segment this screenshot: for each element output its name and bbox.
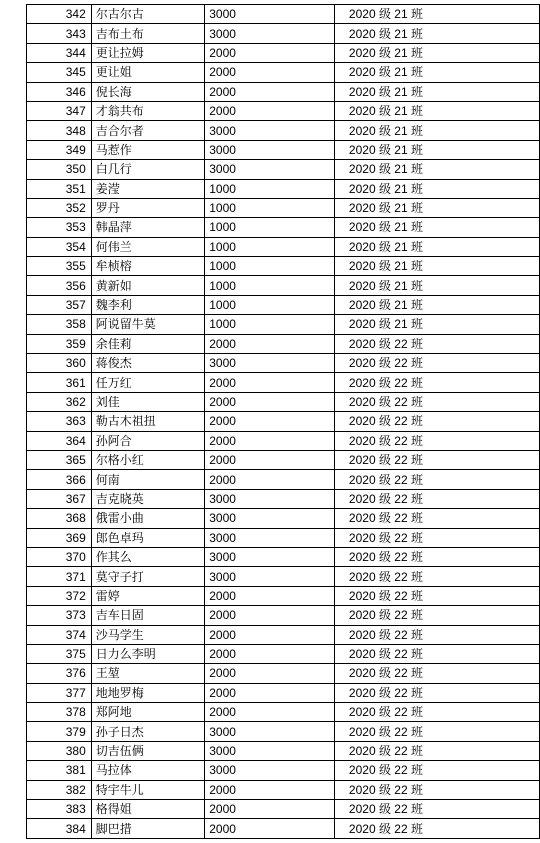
table-row <box>27 567 540 586</box>
row-number-cell: 366 <box>27 470 92 489</box>
amount-cell: 3000 <box>205 528 335 547</box>
class-cell: 2020 级 22 班 <box>334 450 539 469</box>
row-number-cell: 342 <box>27 5 92 24</box>
amount-cell: 1000 <box>205 198 335 217</box>
amount-cell: 3000 <box>205 5 335 24</box>
amount-cell: 1000 <box>205 276 335 295</box>
amount-cell: 2000 <box>205 800 335 819</box>
amount-cell: 2000 <box>205 43 335 62</box>
row-number-cell: 381 <box>27 761 92 780</box>
class-cell: 2020 级 21 班 <box>334 315 539 334</box>
row-number-cell: 364 <box>27 431 92 450</box>
student-table-body <box>27 5 540 839</box>
row-number-cell: 354 <box>27 237 92 256</box>
student-name-cell: 姜滢 <box>91 179 204 198</box>
amount-cell: 2000 <box>205 703 335 722</box>
student-name-cell: 日力么李明 <box>91 644 204 663</box>
amount-cell: 2000 <box>205 683 335 702</box>
student-name-cell: 韩晶萍 <box>91 218 204 237</box>
class-cell: 2020 级 22 班 <box>334 431 539 450</box>
row-number-cell: 360 <box>27 354 92 373</box>
class-cell: 2020 级 21 班 <box>334 160 539 179</box>
class-cell: 2020 级 22 班 <box>334 392 539 411</box>
class-cell: 2020 级 22 班 <box>334 683 539 702</box>
class-cell: 2020 级 22 班 <box>334 703 539 722</box>
row-number-cell: 376 <box>27 664 92 683</box>
amount-cell: 2000 <box>205 101 335 120</box>
student-name-cell: 地地罗梅 <box>91 683 204 702</box>
row-number-cell: 363 <box>27 412 92 431</box>
amount-cell: 3000 <box>205 24 335 43</box>
student-name-cell: 切吉伍俩 <box>91 741 204 760</box>
row-number-cell: 380 <box>27 741 92 760</box>
class-cell: 2020 级 22 班 <box>334 664 539 683</box>
amount-cell: 2000 <box>205 412 335 431</box>
student-name-cell: 马惹作 <box>91 140 204 159</box>
table-row <box>27 412 540 431</box>
class-cell: 2020 级 22 班 <box>334 528 539 547</box>
table-row <box>27 257 540 276</box>
amount-cell: 2000 <box>205 644 335 663</box>
table-row <box>27 218 540 237</box>
amount-cell: 1000 <box>205 257 335 276</box>
class-cell: 2020 级 21 班 <box>334 140 539 159</box>
student-name-cell: 郎色卓玛 <box>91 528 204 547</box>
class-cell: 2020 级 22 班 <box>334 722 539 741</box>
student-table <box>26 4 540 839</box>
class-cell: 2020 级 21 班 <box>334 179 539 198</box>
student-name-cell: 更让拉姆 <box>91 43 204 62</box>
amount-cell: 2000 <box>205 82 335 101</box>
row-number-cell: 383 <box>27 800 92 819</box>
table-row <box>27 761 540 780</box>
student-name-cell: 魏李利 <box>91 295 204 314</box>
class-cell: 2020 级 21 班 <box>334 43 539 62</box>
class-cell: 2020 级 21 班 <box>334 218 539 237</box>
class-cell: 2020 级 22 班 <box>334 761 539 780</box>
table-row <box>27 528 540 547</box>
student-name-cell: 孙阿合 <box>91 431 204 450</box>
row-number-cell: 371 <box>27 567 92 586</box>
student-name-cell: 脚巴措 <box>91 819 204 838</box>
class-cell: 2020 级 21 班 <box>334 24 539 43</box>
student-name-cell: 白几行 <box>91 160 204 179</box>
student-name-cell: 格得姐 <box>91 800 204 819</box>
row-number-cell: 369 <box>27 528 92 547</box>
row-number-cell: 352 <box>27 198 92 217</box>
class-cell: 2020 级 22 班 <box>334 489 539 508</box>
row-number-cell: 343 <box>27 24 92 43</box>
class-cell: 2020 级 21 班 <box>334 121 539 140</box>
table-row <box>27 722 540 741</box>
row-number-cell: 375 <box>27 644 92 663</box>
class-cell: 2020 级 21 班 <box>334 198 539 217</box>
student-name-cell: 吉布土布 <box>91 24 204 43</box>
row-number-cell: 384 <box>27 819 92 838</box>
amount-cell: 3000 <box>205 121 335 140</box>
amount-cell: 2000 <box>205 392 335 411</box>
student-name-cell: 牟桢榕 <box>91 257 204 276</box>
student-name-cell: 马拉体 <box>91 761 204 780</box>
row-number-cell: 374 <box>27 625 92 644</box>
student-name-cell: 任万红 <box>91 373 204 392</box>
student-name-cell: 才翁共布 <box>91 101 204 120</box>
table-row <box>27 237 540 256</box>
amount-cell: 1000 <box>205 315 335 334</box>
table-row <box>27 63 540 82</box>
row-number-cell: 351 <box>27 179 92 198</box>
table-row <box>27 819 540 838</box>
table-row <box>27 354 540 373</box>
amount-cell: 3000 <box>205 489 335 508</box>
row-number-cell: 348 <box>27 121 92 140</box>
class-cell: 2020 级 22 班 <box>334 780 539 799</box>
row-number-cell: 382 <box>27 780 92 799</box>
class-cell: 2020 级 22 班 <box>334 470 539 489</box>
row-number-cell: 370 <box>27 547 92 566</box>
student-name-cell: 莫守子打 <box>91 567 204 586</box>
table-row <box>27 101 540 120</box>
row-number-cell: 349 <box>27 140 92 159</box>
table-row <box>27 470 540 489</box>
row-number-cell: 362 <box>27 392 92 411</box>
class-cell: 2020 级 22 班 <box>334 819 539 838</box>
class-cell: 2020 级 21 班 <box>334 257 539 276</box>
student-name-cell: 何伟兰 <box>91 237 204 256</box>
class-cell: 2020 级 22 班 <box>334 606 539 625</box>
table-row <box>27 741 540 760</box>
amount-cell: 3000 <box>205 354 335 373</box>
class-cell: 2020 级 21 班 <box>334 276 539 295</box>
table-row <box>27 334 540 353</box>
table-row <box>27 160 540 179</box>
student-name-cell: 余佳莉 <box>91 334 204 353</box>
table-row <box>27 683 540 702</box>
amount-cell: 3000 <box>205 567 335 586</box>
student-name-cell: 黄新如 <box>91 276 204 295</box>
table-row <box>27 625 540 644</box>
amount-cell: 1000 <box>205 295 335 314</box>
row-number-cell: 346 <box>27 82 92 101</box>
table-row <box>27 121 540 140</box>
row-number-cell: 378 <box>27 703 92 722</box>
table-row <box>27 547 540 566</box>
student-name-cell: 特宇牛儿 <box>91 780 204 799</box>
row-number-cell: 373 <box>27 606 92 625</box>
row-number-cell: 353 <box>27 218 92 237</box>
table-row <box>27 644 540 663</box>
class-cell: 2020 级 21 班 <box>334 237 539 256</box>
student-name-cell: 孙子日杰 <box>91 722 204 741</box>
class-cell: 2020 级 22 班 <box>334 567 539 586</box>
amount-cell: 2000 <box>205 606 335 625</box>
student-name-cell: 郑阿地 <box>91 703 204 722</box>
student-name-cell: 尔格小红 <box>91 450 204 469</box>
class-cell: 2020 级 22 班 <box>334 586 539 605</box>
table-row <box>27 586 540 605</box>
class-cell: 2020 级 22 班 <box>334 800 539 819</box>
amount-cell: 3000 <box>205 722 335 741</box>
table-row <box>27 800 540 819</box>
student-name-cell: 更让姐 <box>91 63 204 82</box>
table-row <box>27 179 540 198</box>
row-number-cell: 356 <box>27 276 92 295</box>
row-number-cell: 358 <box>27 315 92 334</box>
table-row <box>27 431 540 450</box>
table-row <box>27 606 540 625</box>
table-row <box>27 276 540 295</box>
class-cell: 2020 级 21 班 <box>334 295 539 314</box>
student-name-cell: 雷婷 <box>91 586 204 605</box>
student-name-cell: 王堃 <box>91 664 204 683</box>
student-name-cell: 阿说留牛莫 <box>91 315 204 334</box>
amount-cell: 2000 <box>205 470 335 489</box>
table-row <box>27 664 540 683</box>
table-row <box>27 450 540 469</box>
table-row <box>27 315 540 334</box>
amount-cell: 3000 <box>205 160 335 179</box>
amount-cell: 1000 <box>205 179 335 198</box>
student-name-cell: 尔古尔古 <box>91 5 204 24</box>
amount-cell: 1000 <box>205 218 335 237</box>
row-number-cell: 361 <box>27 373 92 392</box>
row-number-cell: 344 <box>27 43 92 62</box>
table-row <box>27 489 540 508</box>
class-cell: 2020 级 22 班 <box>334 509 539 528</box>
amount-cell: 3000 <box>205 761 335 780</box>
class-cell: 2020 级 21 班 <box>334 5 539 24</box>
amount-cell: 3000 <box>205 741 335 760</box>
student-name-cell: 沙马学生 <box>91 625 204 644</box>
row-number-cell: 365 <box>27 450 92 469</box>
table-row <box>27 24 540 43</box>
amount-cell: 2000 <box>205 373 335 392</box>
student-name-cell: 吉合尔者 <box>91 121 204 140</box>
student-name-cell: 刘佳 <box>91 392 204 411</box>
row-number-cell: 350 <box>27 160 92 179</box>
row-number-cell: 355 <box>27 257 92 276</box>
student-name-cell: 罗丹 <box>91 198 204 217</box>
amount-cell: 2000 <box>205 664 335 683</box>
table-row <box>27 198 540 217</box>
row-number-cell: 345 <box>27 63 92 82</box>
amount-cell: 1000 <box>205 237 335 256</box>
student-name-cell: 何南 <box>91 470 204 489</box>
student-name-cell: 倪长海 <box>91 82 204 101</box>
amount-cell: 2000 <box>205 780 335 799</box>
table-row <box>27 43 540 62</box>
student-name-cell: 蒋俊杰 <box>91 354 204 373</box>
class-cell: 2020 级 22 班 <box>334 741 539 760</box>
student-name-cell: 吉克晓英 <box>91 489 204 508</box>
class-cell: 2020 级 21 班 <box>334 101 539 120</box>
row-number-cell: 357 <box>27 295 92 314</box>
class-cell: 2020 级 21 班 <box>334 82 539 101</box>
table-row <box>27 780 540 799</box>
student-name-cell: 吉车日固 <box>91 606 204 625</box>
row-number-cell: 379 <box>27 722 92 741</box>
class-cell: 2020 级 22 班 <box>334 547 539 566</box>
amount-cell: 2000 <box>205 334 335 353</box>
amount-cell: 2000 <box>205 625 335 644</box>
amount-cell: 2000 <box>205 63 335 82</box>
amount-cell: 3000 <box>205 140 335 159</box>
class-cell: 2020 级 22 班 <box>334 625 539 644</box>
amount-cell: 2000 <box>205 819 335 838</box>
class-cell: 2020 级 22 班 <box>334 644 539 663</box>
amount-cell: 2000 <box>205 586 335 605</box>
row-number-cell: 372 <box>27 586 92 605</box>
student-name-cell: 勒古木祖扭 <box>91 412 204 431</box>
class-cell: 2020 级 22 班 <box>334 373 539 392</box>
table-row <box>27 373 540 392</box>
row-number-cell: 347 <box>27 101 92 120</box>
row-number-cell: 367 <box>27 489 92 508</box>
amount-cell: 3000 <box>205 509 335 528</box>
class-cell: 2020 级 22 班 <box>334 334 539 353</box>
class-cell: 2020 级 21 班 <box>334 63 539 82</box>
table-row <box>27 82 540 101</box>
student-name-cell: 俄雷小曲 <box>91 509 204 528</box>
table-row <box>27 392 540 411</box>
amount-cell: 2000 <box>205 450 335 469</box>
student-name-cell: 作其么 <box>91 547 204 566</box>
row-number-cell: 359 <box>27 334 92 353</box>
class-cell: 2020 级 22 班 <box>334 354 539 373</box>
class-cell: 2020 级 22 班 <box>334 412 539 431</box>
table-row <box>27 703 540 722</box>
table-row <box>27 140 540 159</box>
amount-cell: 2000 <box>205 431 335 450</box>
table-row <box>27 295 540 314</box>
table-row <box>27 509 540 528</box>
table-row <box>27 5 540 24</box>
amount-cell: 3000 <box>205 547 335 566</box>
row-number-cell: 377 <box>27 683 92 702</box>
row-number-cell: 368 <box>27 509 92 528</box>
